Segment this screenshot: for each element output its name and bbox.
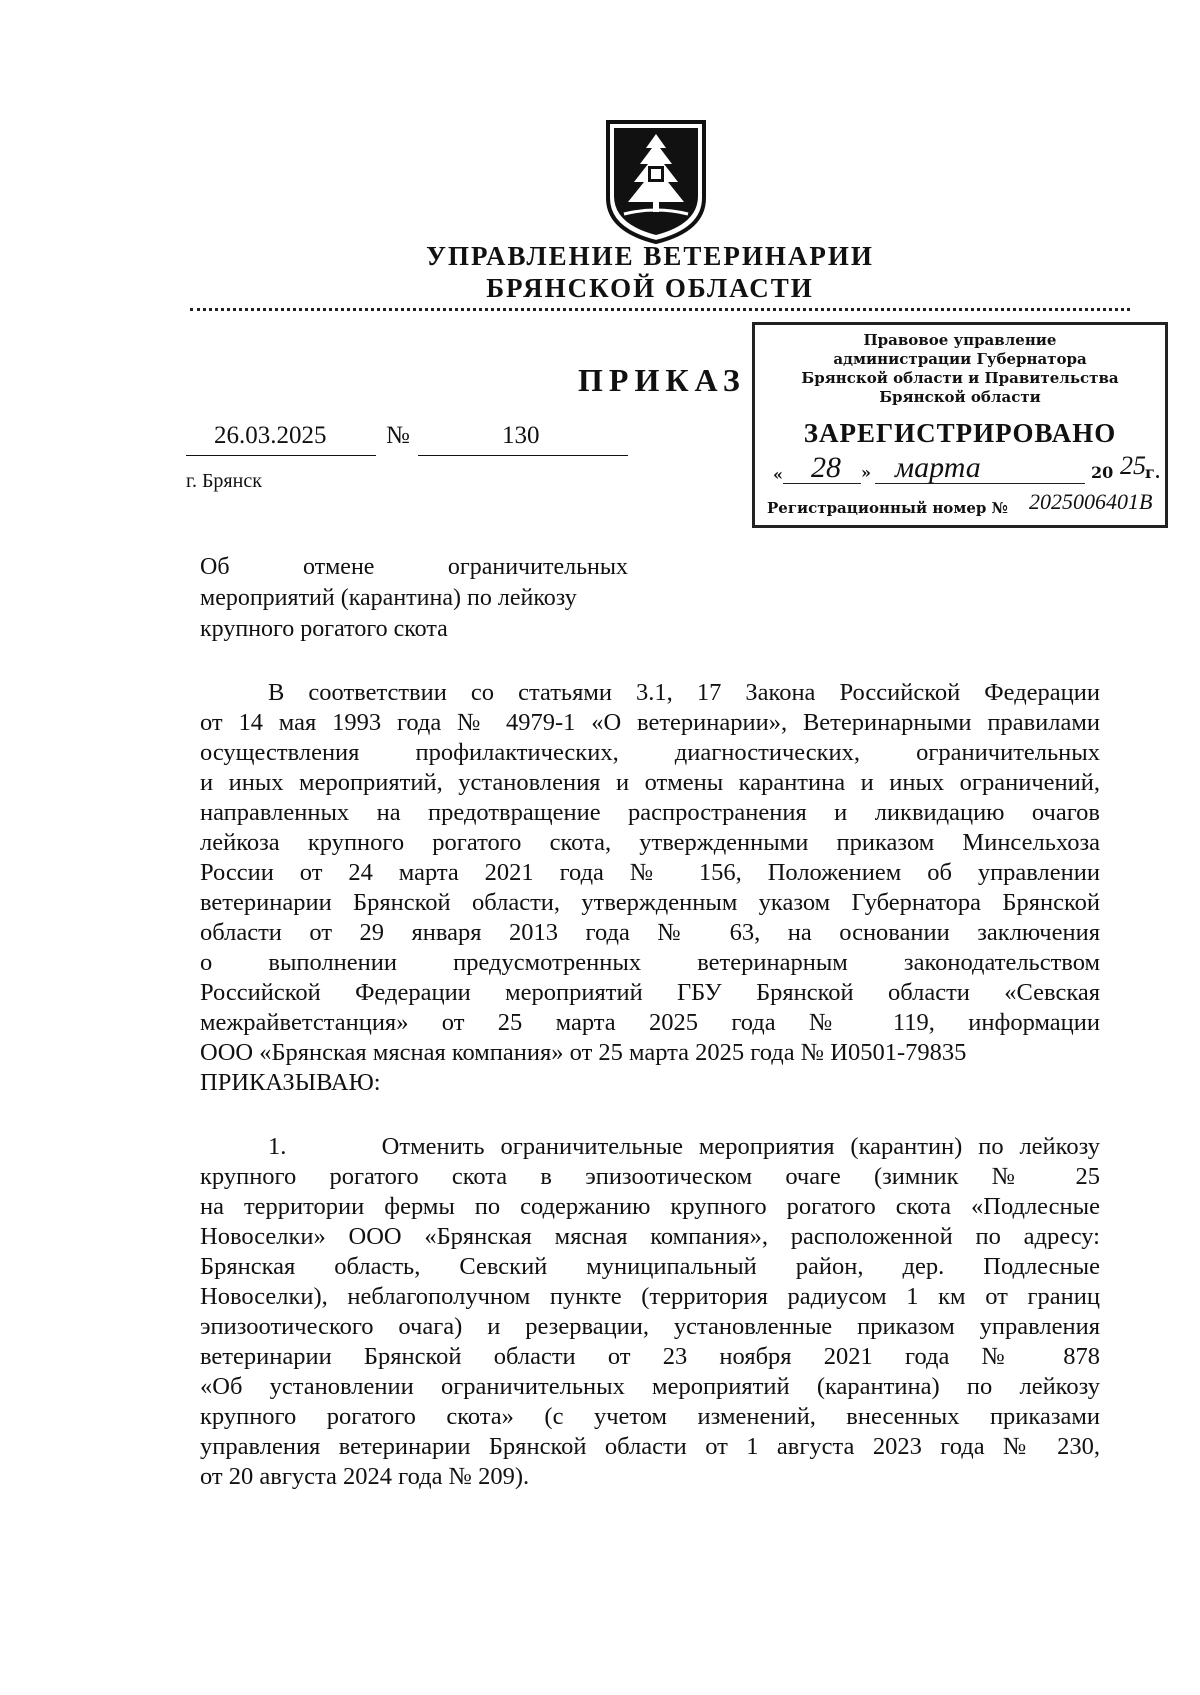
preamble-line: области от 29 января 2013 года № 63, на основании заключения [200, 919, 1100, 946]
document-number: 130 [502, 422, 540, 449]
subject-line: мероприятий (карантина) по лейкозу [200, 585, 577, 611]
stamp-quote-close: » [861, 463, 871, 482]
stamp-year-prefix: 20 [1091, 463, 1114, 482]
stamp-month: марта [895, 451, 981, 484]
preamble-line: осуществления профилактических, диагностических, ограничительных [200, 739, 1100, 766]
stamp-registered-label: ЗАРЕГИСТРИРОВАНО [803, 418, 1117, 448]
stamp-line: Брянской области и Правительства [801, 369, 1119, 387]
stamp-regnum-value: 2025006401В [1029, 489, 1153, 514]
preamble-line: межрайветстанция» от 25 марта 2025 года № 119, информации [200, 1009, 1100, 1036]
header-divider [190, 308, 1130, 311]
preamble-line: В соответствии со статьями 3.1, 17 Закона Российской Федерации [268, 679, 1100, 706]
preamble-line: и иных мероприятий, установления и отмены карантина и иных ограничений, [200, 769, 1100, 796]
number-sign: № [386, 422, 410, 449]
stamp-date-row [765, 451, 1161, 491]
registration-stamp [752, 322, 1168, 528]
preamble-line: направленных на предотвращение распространения и ликвидацию очагов [200, 799, 1100, 826]
item1-line: от 20 августа 2024 года № 209). [200, 1463, 530, 1490]
stamp-year: 25 [1120, 451, 1146, 480]
preamble-line: Российской Федерации мероприятий ГБУ Брянской области «Севская [200, 979, 1100, 1006]
order-keyword: ПРИКАЗЫВАЮ: [200, 1069, 381, 1096]
item1-line: 1. Отменить ограничительные мероприятия (карантин) по лейкозу [268, 1133, 1100, 1160]
item1-line: эпизоотического очага) и резервации, установленные приказом управления [200, 1313, 1100, 1340]
item1-line: Новоселки), неблагополучном пункте (территория радиусом 1 км от границ [200, 1283, 1100, 1310]
stamp-day: 28 [811, 451, 841, 484]
coat-of-arms-icon [604, 118, 708, 246]
item1-line: управления ветеринарии Брянской области от 1 августа 2023 года № 230, [200, 1433, 1100, 1460]
organization-name-line2: БРЯНСКОЙ ОБЛАСТИ [486, 273, 814, 303]
preamble-line: от 14 мая 1993 года № 4979-1 «О ветеринарии», Ветеринарными правилами [200, 709, 1100, 736]
organization-name-line1: УПРАВЛЕНИЕ ВЕТЕРИНАРИИ [426, 241, 874, 271]
subject-line: Об отмене ограничительных [200, 554, 628, 580]
stamp-line: Правовое управление [863, 331, 1057, 349]
preamble-line: ООО «Брянская мясная компания» от 25 марта 2025 года № И0501-79835 [200, 1039, 967, 1066]
stamp-year-suffix: г. [1145, 463, 1161, 482]
date-number-row [186, 422, 628, 456]
item1-line: ветеринарии Брянской области от 23 ноября 2021 года № 878 [200, 1343, 1100, 1370]
item1-line: Новоселки» ООО «Брянская мясная компания», расположенной по адресу: [200, 1223, 1100, 1250]
stamp-regnum-label: Регистрационный номер № [767, 499, 1008, 517]
document-city: г. Брянск [186, 470, 262, 492]
document-title: ПРИКАЗ [578, 362, 746, 398]
preamble-line: о выполнении предусмотренных ветеринарным законодательством [200, 949, 1100, 976]
document-date: 26.03.2025 [214, 422, 327, 449]
subject-line: крупного рогатого скота [200, 616, 448, 642]
item1-line: Брянская область, Севский муниципальный район, дер. Подлесные [200, 1253, 1100, 1280]
stamp-line: Брянской области [879, 388, 1041, 406]
preamble-line: лейкоза крупного рогатого скота, утвержденными приказом Минсельхоза [200, 829, 1100, 856]
preamble-line: России от 24 марта 2021 года № 156, Положением об управлении [200, 859, 1100, 886]
preamble-line: ветеринарии Брянской области, утвержденным указом Губернатора Брянской [200, 889, 1100, 916]
item1-line: «Об установлении ограничительных мероприятий (карантина) по лейкозу [200, 1373, 1100, 1400]
item1-line: на территории фермы по содержанию крупного рогатого скота «Подлесные [200, 1193, 1100, 1220]
stamp-quote-open: « [773, 465, 783, 484]
stamp-line: администрации Губернатора [833, 350, 1087, 368]
item1-line: крупного рогатого скота в эпизоотическом очаге (зимник № 25 [200, 1163, 1100, 1190]
item1-line: крупного рогатого скота» (с учетом изменений, внесенных приказами [200, 1403, 1100, 1430]
